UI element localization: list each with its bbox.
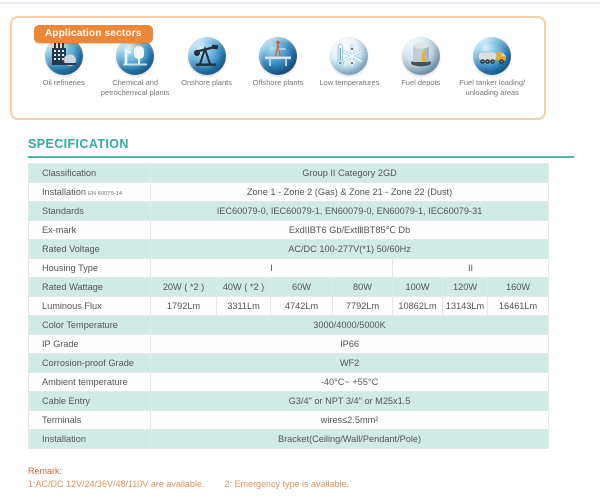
row-label: Installation	[29, 430, 151, 449]
row-value: 20W ( *2 )	[151, 278, 217, 297]
remark-line	[28, 479, 369, 489]
row-value: 10862Lm	[393, 297, 443, 316]
sector-label: Fuel depots	[401, 78, 441, 87]
sector-chemical-petrochemical	[99, 37, 170, 98]
sector-label: Chemical and petrochemical plants	[100, 78, 170, 97]
table-row	[29, 221, 549, 240]
sector-fuel-tanker	[457, 37, 528, 98]
table-row	[29, 316, 549, 335]
row-value: AC/DC 100-277V(*1) 50/60Hz	[151, 240, 549, 259]
remark-item-1: 1:AC/DC 12V/24/36V/48/110V are available.	[28, 479, 205, 489]
row-value: Bracket(Ceiling/Wall/Pendant/Pole)	[151, 430, 549, 449]
row-label: Ex-mark	[29, 221, 151, 240]
row-value: G3/4" or NPT 3/4" or M25x1.5	[151, 392, 549, 411]
sector-label: Offshore plants	[252, 78, 304, 87]
remark-item-2: 2: Emergency type is available.	[224, 479, 350, 489]
row-value: 3000/4000/5000K	[151, 316, 549, 335]
table-row	[29, 202, 549, 221]
table-row	[29, 392, 549, 411]
row-value: 160W	[488, 278, 549, 297]
row-label: Housing Type	[29, 259, 151, 278]
row-label: Terminals	[29, 411, 151, 430]
row-value: 100W	[393, 278, 443, 297]
row-value: ExdIIBT6 Gb/ExtⅢBT85℃ Db	[151, 221, 549, 240]
onshore-plants-icon	[188, 37, 226, 75]
row-label: Rated Voltage	[29, 240, 151, 259]
row-value: 4742Lm	[271, 297, 333, 316]
specification-table	[28, 163, 549, 449]
row-value: 13143Lm	[443, 297, 488, 316]
table-row	[29, 354, 549, 373]
table-row	[29, 183, 549, 202]
row-value: 120W	[443, 278, 488, 297]
row-value: 7792Lm	[333, 297, 393, 316]
sector-oil-refineries	[28, 37, 99, 88]
fuel-tanker-icon	[473, 37, 511, 75]
row-label: Standards	[29, 202, 151, 221]
row-label: Luminous Flux	[29, 297, 151, 316]
table-row	[29, 373, 549, 392]
row-label: IP Grade	[29, 335, 151, 354]
sector-label: Fuel tanker loading/ unloading areas	[459, 78, 526, 97]
table-row	[29, 411, 549, 430]
row-value: 80W	[333, 278, 393, 297]
sector-label: Oil refineries	[42, 78, 85, 87]
row-label: Cable Entry	[29, 392, 151, 411]
row-label: Installation EN 60079-14	[29, 183, 151, 202]
sector-onshore-plants	[171, 37, 242, 88]
sector-label: Low temperatures	[319, 78, 380, 87]
row-value: IEC60079-0, IEC60079-1, EN60079-0, EN60079-1, IEC60079-31	[151, 202, 549, 221]
table-row	[29, 278, 549, 297]
table-row	[29, 430, 549, 449]
row-value: 40W ( *2 )	[217, 278, 271, 297]
row-value: II	[393, 259, 549, 278]
application-sectors-box	[10, 16, 546, 120]
page-top-divider	[0, 2, 600, 4]
table-row	[29, 335, 549, 354]
row-value: WF2	[151, 354, 549, 373]
table-row	[29, 297, 549, 316]
row-value: IP66	[151, 335, 549, 354]
row-value: Group II Category 2GD	[151, 164, 549, 183]
row-value: -40°C~ +55°C	[151, 373, 549, 392]
row-label: Ambient temperature	[29, 373, 151, 392]
row-label: Color Temperature	[29, 316, 151, 335]
row-value: I	[151, 259, 393, 278]
specification-heading-rule	[28, 156, 574, 158]
row-label: Corrosion-proof Grade	[29, 354, 151, 373]
specification-heading: SPECIFICATION	[28, 137, 129, 151]
sector-label: Onshore plants	[181, 78, 232, 87]
row-value: Zone 1 - Zone 2 (Gas) & Zone 21 - Zone 22 (Dust)	[151, 183, 549, 202]
table-row	[29, 164, 549, 183]
fuel-depots-icon	[402, 37, 440, 75]
sector-low-temperatures	[314, 37, 385, 88]
table-row	[29, 259, 549, 278]
remark-title: Remark:	[28, 466, 63, 476]
row-value: 60W	[271, 278, 333, 297]
sector-fuel-depots	[385, 37, 456, 88]
offshore-plants-icon	[259, 37, 297, 75]
row-value: wires≤2.5mm²	[151, 411, 549, 430]
low-temperatures-icon	[330, 37, 368, 75]
row-value: 1792Lm	[151, 297, 217, 316]
row-value: 3311Lm	[217, 297, 271, 316]
row-label: Classification	[29, 164, 151, 183]
application-sectors-badge: Application sectors	[34, 25, 153, 43]
row-label-standard-ref: EN 60079-14	[87, 191, 123, 197]
row-value: 16461Lm	[488, 297, 549, 316]
table-row	[29, 240, 549, 259]
row-label: Rated Wattage	[29, 278, 151, 297]
sector-offshore-plants	[242, 37, 313, 88]
